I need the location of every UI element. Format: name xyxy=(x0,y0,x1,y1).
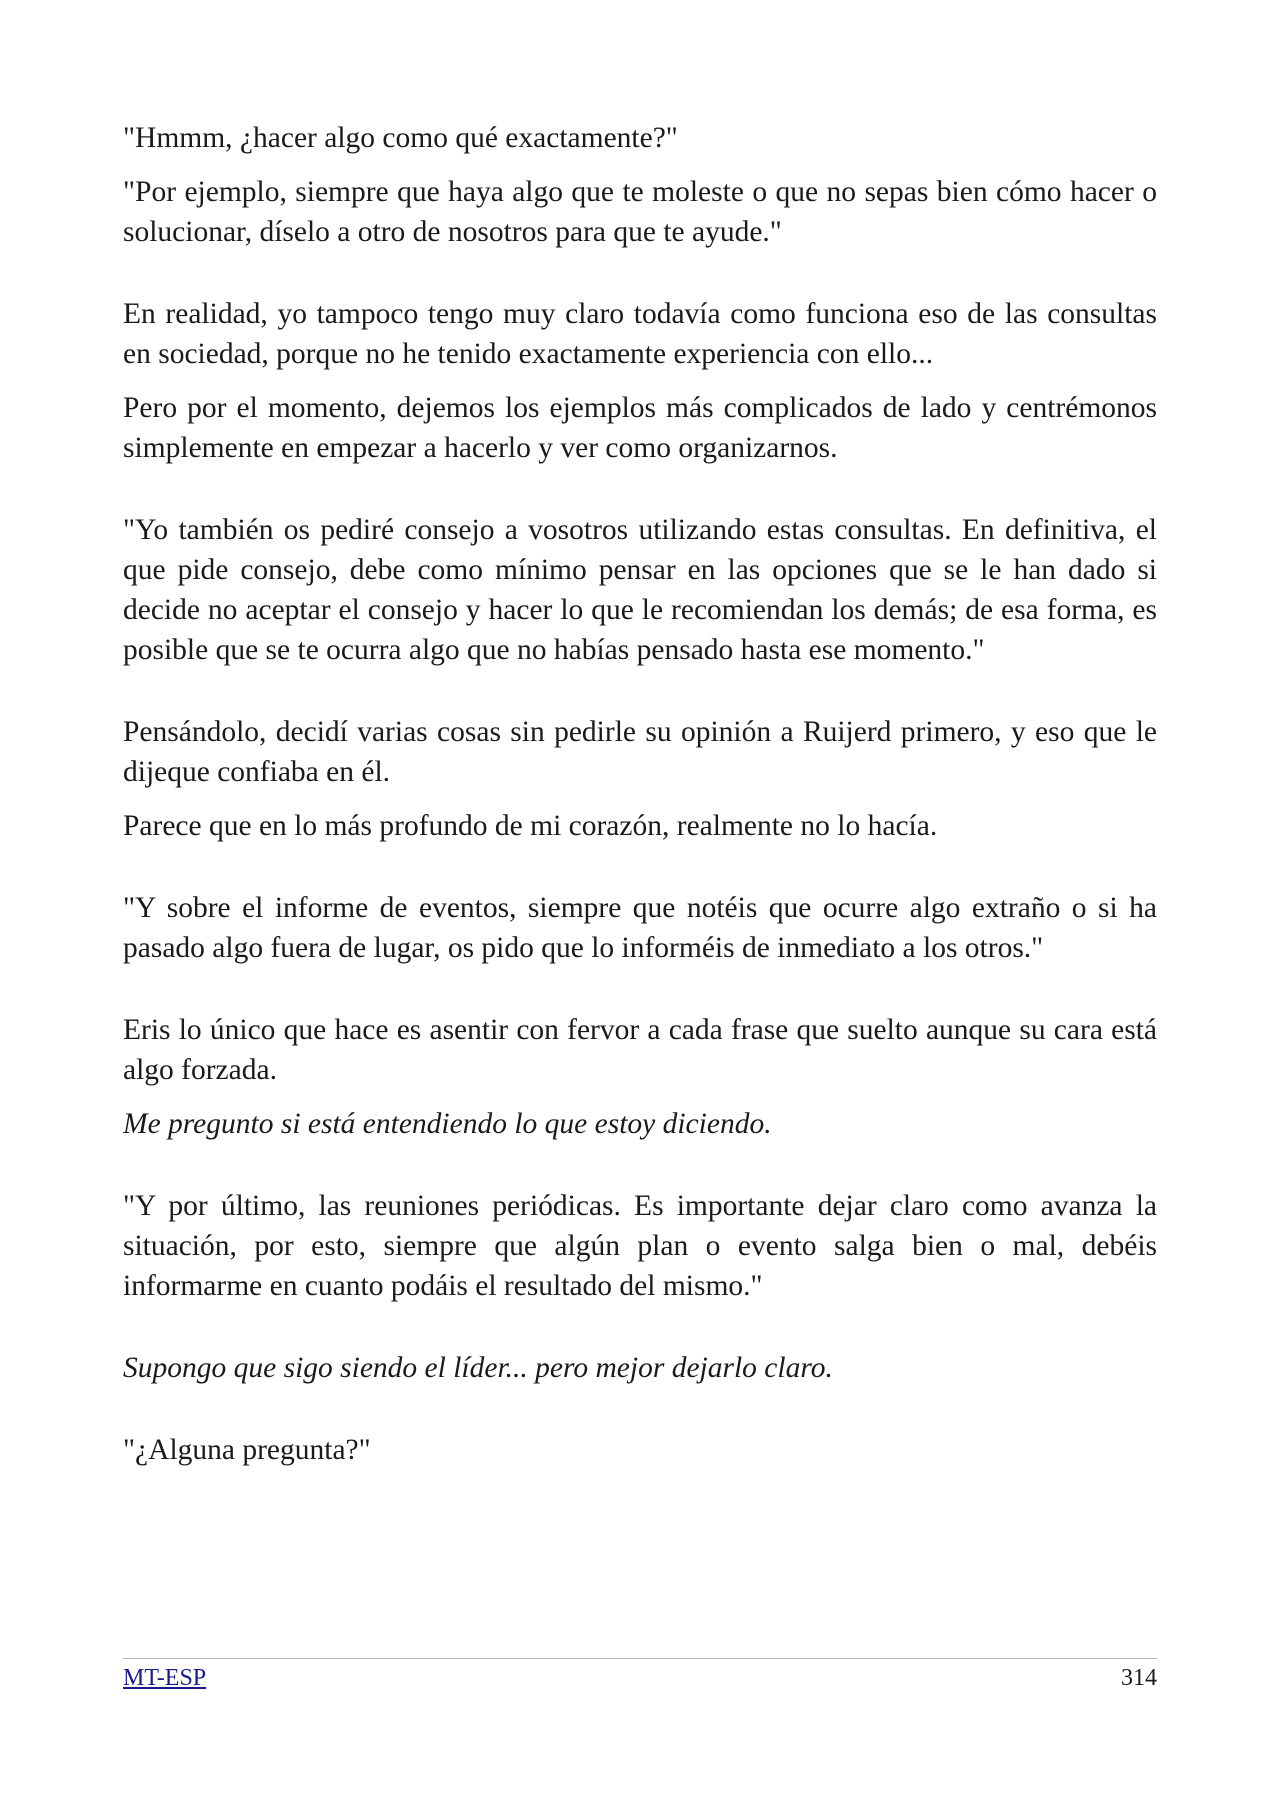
paragraph-5: "Yo también os pediré consejo a vosotros utilizando estas consultas. En definitiva, el que pide consejo, debe como mínimo pensar en las opciones que se le han dado si decide no aceptar el consejo y hacer lo que le recomiendan los demás; de esa forma, es posible que se te ocurra algo que no habías pensado hasta ese momento." xyxy=(123,514,1157,666)
paragraph-13: "¿Alguna pregunta?" xyxy=(123,1434,371,1466)
page-footer xyxy=(123,1658,1157,1693)
paragraph-10-italic: Me pregunto si está entendiendo lo que estoy diciendo. xyxy=(123,1108,772,1140)
paragraph-12-italic: Supongo que sigo siendo el líder... pero mejor dejarlo claro. xyxy=(123,1352,833,1384)
paragraph-9: Eris lo único que hace es asentir con fervor a cada frase que suelto aunque su cara está algo forzada. xyxy=(123,1014,1157,1086)
paragraph-7: Parece que en lo más profundo de mi corazón, realmente no lo hacía. xyxy=(123,810,938,842)
paragraph-8: "Y sobre el informe de eventos, siempre que notéis que ocurre algo extraño o si ha pasado algo fuera de lugar, os pido que lo informéis de inmediato a los otros." xyxy=(123,892,1157,964)
footer-link-mt-esp[interactable]: MT-ESP xyxy=(123,1665,207,1691)
paragraph-2: "Por ejemplo, siempre que haya algo que te moleste o que no sepas bien cómo hacer o solucionar, díselo a otro de nosotros para que te ayude." xyxy=(123,176,1157,248)
paragraph-4: Pero por el momento, dejemos los ejemplos más complicados de lado y centrémonos simplemente en empezar a hacerlo y ver como organizarnos. xyxy=(123,392,1157,464)
paragraph-1: "Hmmm, ¿hacer algo como qué exactamente?" xyxy=(123,122,678,154)
document-body xyxy=(123,118,1157,1470)
paragraph-6: Pensándolo, decidí varias cosas sin pedirle su opinión a Ruijerd primero, y eso que le dijeque confiaba en él. xyxy=(123,716,1157,788)
paragraph-3: En realidad, yo tampoco tengo muy claro todavía como funciona eso de las consultas en sociedad, porque no he tenido exactamente experiencia con ello... xyxy=(123,298,1157,370)
paragraph-11: "Y por último, las reuniones periódicas. Es importante dejar claro como avanza la situación, por esto, siempre que algún plan o evento salga bien o mal, debéis informarme en cuanto podáis el resultado del mismo." xyxy=(123,1190,1157,1302)
page-number: 314 xyxy=(1121,1665,1157,1691)
